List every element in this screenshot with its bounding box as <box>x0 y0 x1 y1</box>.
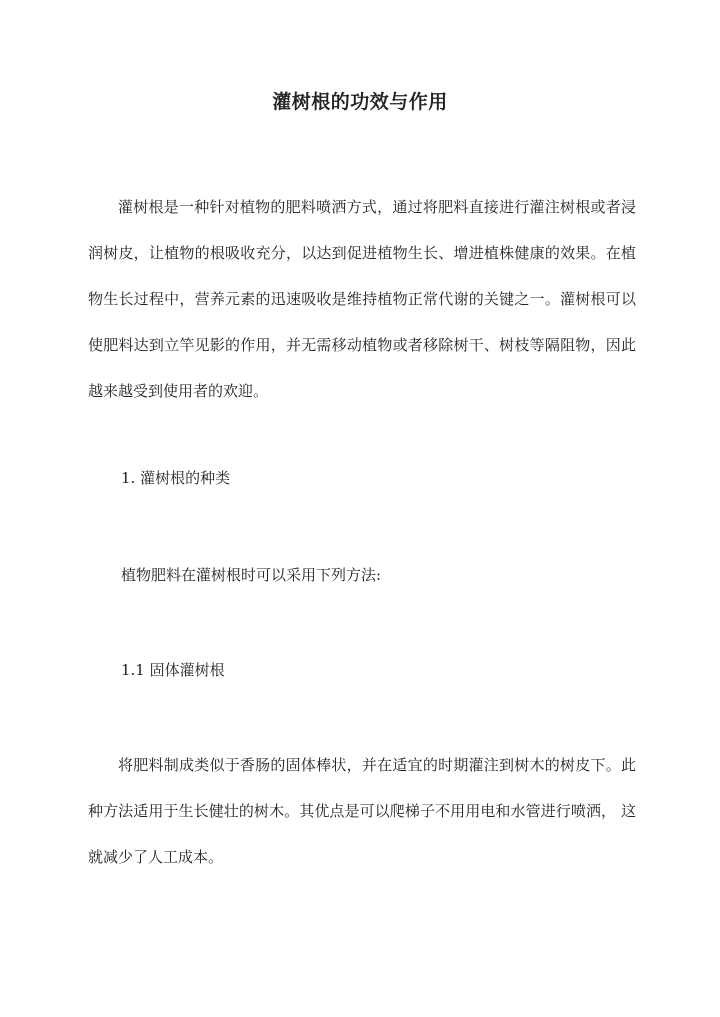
solid-method-paragraph: 将肥料制成类似于香肠的固体棒状，并在适宜的时期灌注到树木的树皮下。此种方法适用于生长健壮的树木。其优点是可以爬梯子不用用电和水管进行喷洒， 这就减少了人工成本。 <box>88 756 636 866</box>
section-heading-types: 1. 灌树根的种类 <box>121 469 231 487</box>
intro-paragraph: 灌树根是一种针对植物的肥料喷洒方式，通过将肥料直接进行灌注树根或者浸润树皮，让植物的根吸收充分，以达到促进植物生长、增进植株健康的效果。在植物生长过程中，营养元素的迅速吸收是维持植物正常代谢的关键之一。灌树根可以使肥料达到立竿见影的作用，并无需移动植物或者移除树干、树枝等隔阻物，因此越来越受到使用者的欢迎。 <box>88 198 636 400</box>
document-title: 灌树根的功效与作用 <box>272 91 448 113</box>
subsection-heading-solid: 1.1 固体灌树根 <box>121 661 225 679</box>
section-text-methods: 植物肥料在灌树根时可以采用下列方法: <box>121 566 382 584</box>
